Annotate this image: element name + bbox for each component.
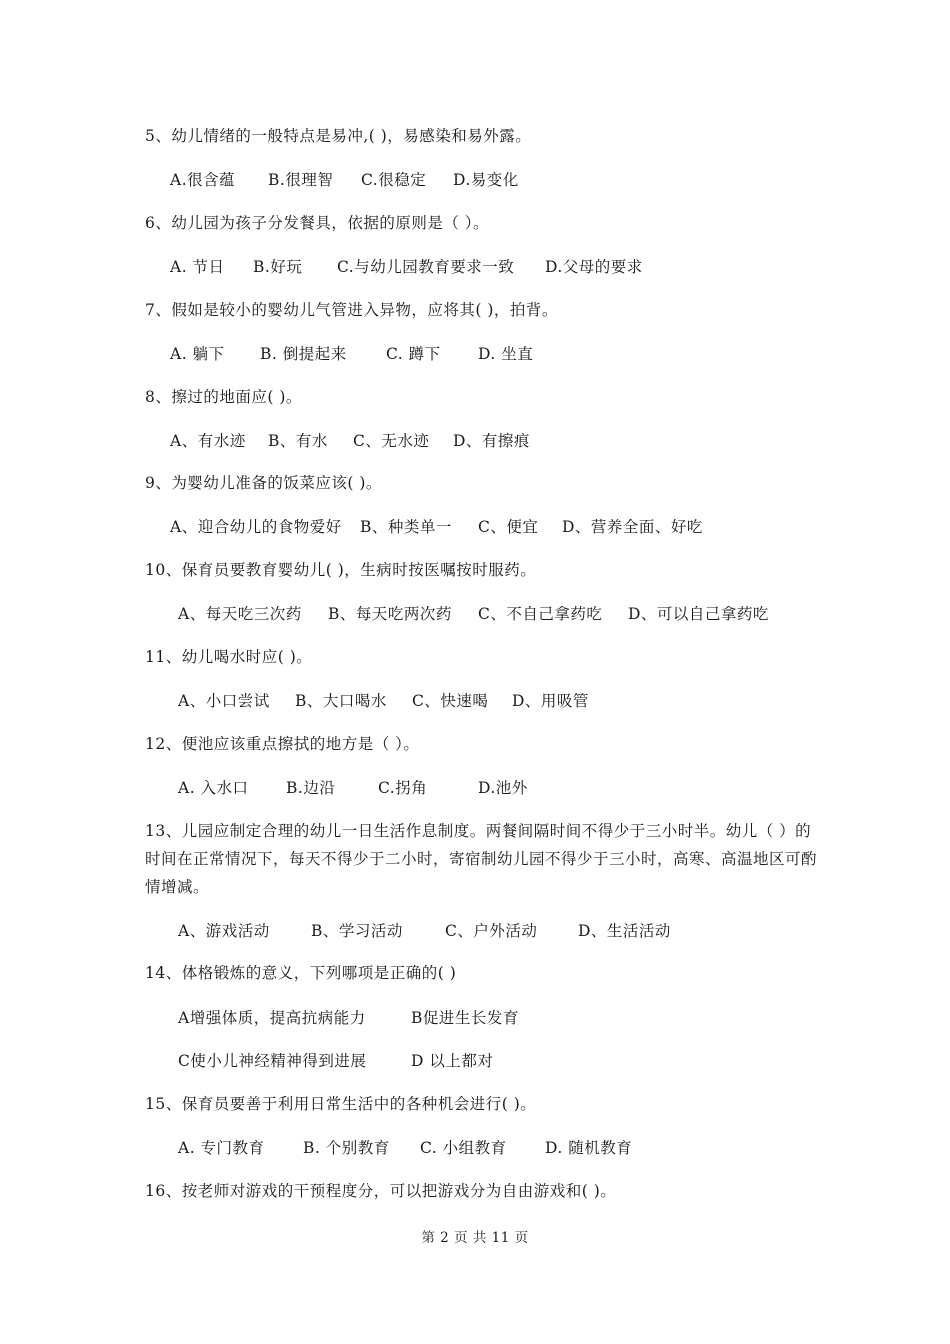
question-7: 7、假如是较小的婴幼儿气管进入异物，应将其( )，拍背。 [145, 301, 558, 319]
option-d: D.池外 [478, 779, 528, 797]
options-8 [170, 428, 570, 454]
option-d: D、可以自己拿药吃 [628, 605, 769, 623]
option-d: D、营养全面、好吃 [562, 518, 703, 536]
option-c: C、无水迹 [353, 432, 430, 450]
question-10: 10、保育员要教育婴幼儿( )，生病时按医嘱按时服药。 [145, 561, 537, 579]
option-a: A、有水迹 [170, 432, 246, 450]
option-b: B、大口喝水 [295, 692, 387, 710]
option-b: B、每天吃两次药 [328, 605, 452, 623]
option-c: C. 蹲下 [386, 345, 441, 363]
option-a: A. 专门教育 [178, 1139, 265, 1157]
option-b: B.很理智 [268, 171, 334, 189]
option-c: C、户外活动 [445, 922, 538, 940]
page-footer: 第 2 页 共 11 页 [421, 1230, 529, 1246]
question-12: 12、便池应该重点擦拭的地方是（ ）。 [145, 735, 420, 753]
option-c: C使小儿神经精神得到进展 [178, 1052, 367, 1070]
option-d: D、用吸管 [512, 692, 589, 710]
option-b: B.边沿 [286, 779, 336, 797]
options-13 [178, 918, 698, 944]
option-d: D. 坐直 [478, 345, 534, 363]
options-6 [170, 254, 670, 280]
option-d: D. 随机教育 [545, 1139, 633, 1157]
option-a: A. 节日 [170, 258, 225, 276]
option-a: A、小口尝试 [178, 692, 270, 710]
option-a: A. 入水口 [178, 779, 249, 797]
option-c: C.与幼儿园教育要求一致 [337, 258, 515, 276]
option-a: A、游戏活动 [178, 922, 270, 940]
option-b: B. 个别教育 [303, 1139, 390, 1157]
options-11 [178, 688, 618, 714]
option-b: B、学习活动 [311, 922, 403, 940]
options-14-row1 [178, 1005, 558, 1031]
question-13: 13、儿园应制定合理的幼儿一日生活作息制度。两餐间隔时间不得少于三小时半。幼儿（ ）的时间在正常情况下，每天不得少于二小时，寄宿制幼儿园不得少于三小时，高寒、高温地区可酌情增减。 [145, 822, 818, 896]
option-a: A. 躺下 [170, 345, 225, 363]
option-c: C、不自己拿药吃 [478, 605, 603, 623]
options-5 [170, 167, 570, 193]
options-7 [170, 341, 590, 367]
question-16: 16、按老师对游戏的干预程度分，可以把游戏分为自由游戏和( )。 [145, 1182, 617, 1200]
option-a: A.很含蕴 [170, 171, 236, 189]
option-c: C.拐角 [378, 779, 428, 797]
option-d: D.易变化 [453, 171, 519, 189]
option-b: B. 倒提起来 [260, 345, 347, 363]
question-8: 8、擦过的地面应( )。 [145, 388, 302, 406]
option-d: D、生活活动 [578, 922, 671, 940]
options-9 [170, 514, 730, 540]
options-14-row2 [178, 1048, 518, 1074]
question-15: 15、保育员要善于利用日常生活中的各种机会进行( )。 [145, 1095, 537, 1113]
option-a: A增强体质，提高抗病能力 [178, 1009, 366, 1027]
option-a: A、每天吃三次药 [178, 605, 302, 623]
question-14: 14、体格锻炼的意义，下列哪项是正确的( ) [145, 964, 457, 982]
option-d: D.父母的要求 [545, 258, 643, 276]
option-b: B、种类单一 [360, 518, 452, 536]
option-c: C、快速喝 [412, 692, 489, 710]
option-b: B、有水 [268, 432, 328, 450]
question-11: 11、幼儿喝水时应( )。 [145, 648, 313, 666]
option-d: D 以上都对 [411, 1052, 494, 1070]
option-c: C、便宜 [478, 518, 539, 536]
question-6: 6、幼儿园为孩子分发餐具，依据的原则是（ ）。 [145, 214, 490, 232]
options-15 [178, 1135, 658, 1161]
options-12 [178, 775, 558, 801]
option-a: A、迎合幼儿的食物爱好 [170, 518, 342, 536]
options-10 [178, 601, 798, 627]
option-b: B促进生长发育 [411, 1009, 519, 1027]
option-c: C. 小组教育 [420, 1139, 507, 1157]
option-d: D、有擦痕 [453, 432, 530, 450]
option-c: C.很稳定 [361, 171, 427, 189]
option-b: B.好玩 [253, 258, 303, 276]
question-9: 9、为婴幼儿准备的饭菜应该( )。 [145, 474, 382, 492]
question-5: 5、幼儿情绪的一般特点是易冲,( )，易感染和易外露。 [145, 127, 532, 145]
